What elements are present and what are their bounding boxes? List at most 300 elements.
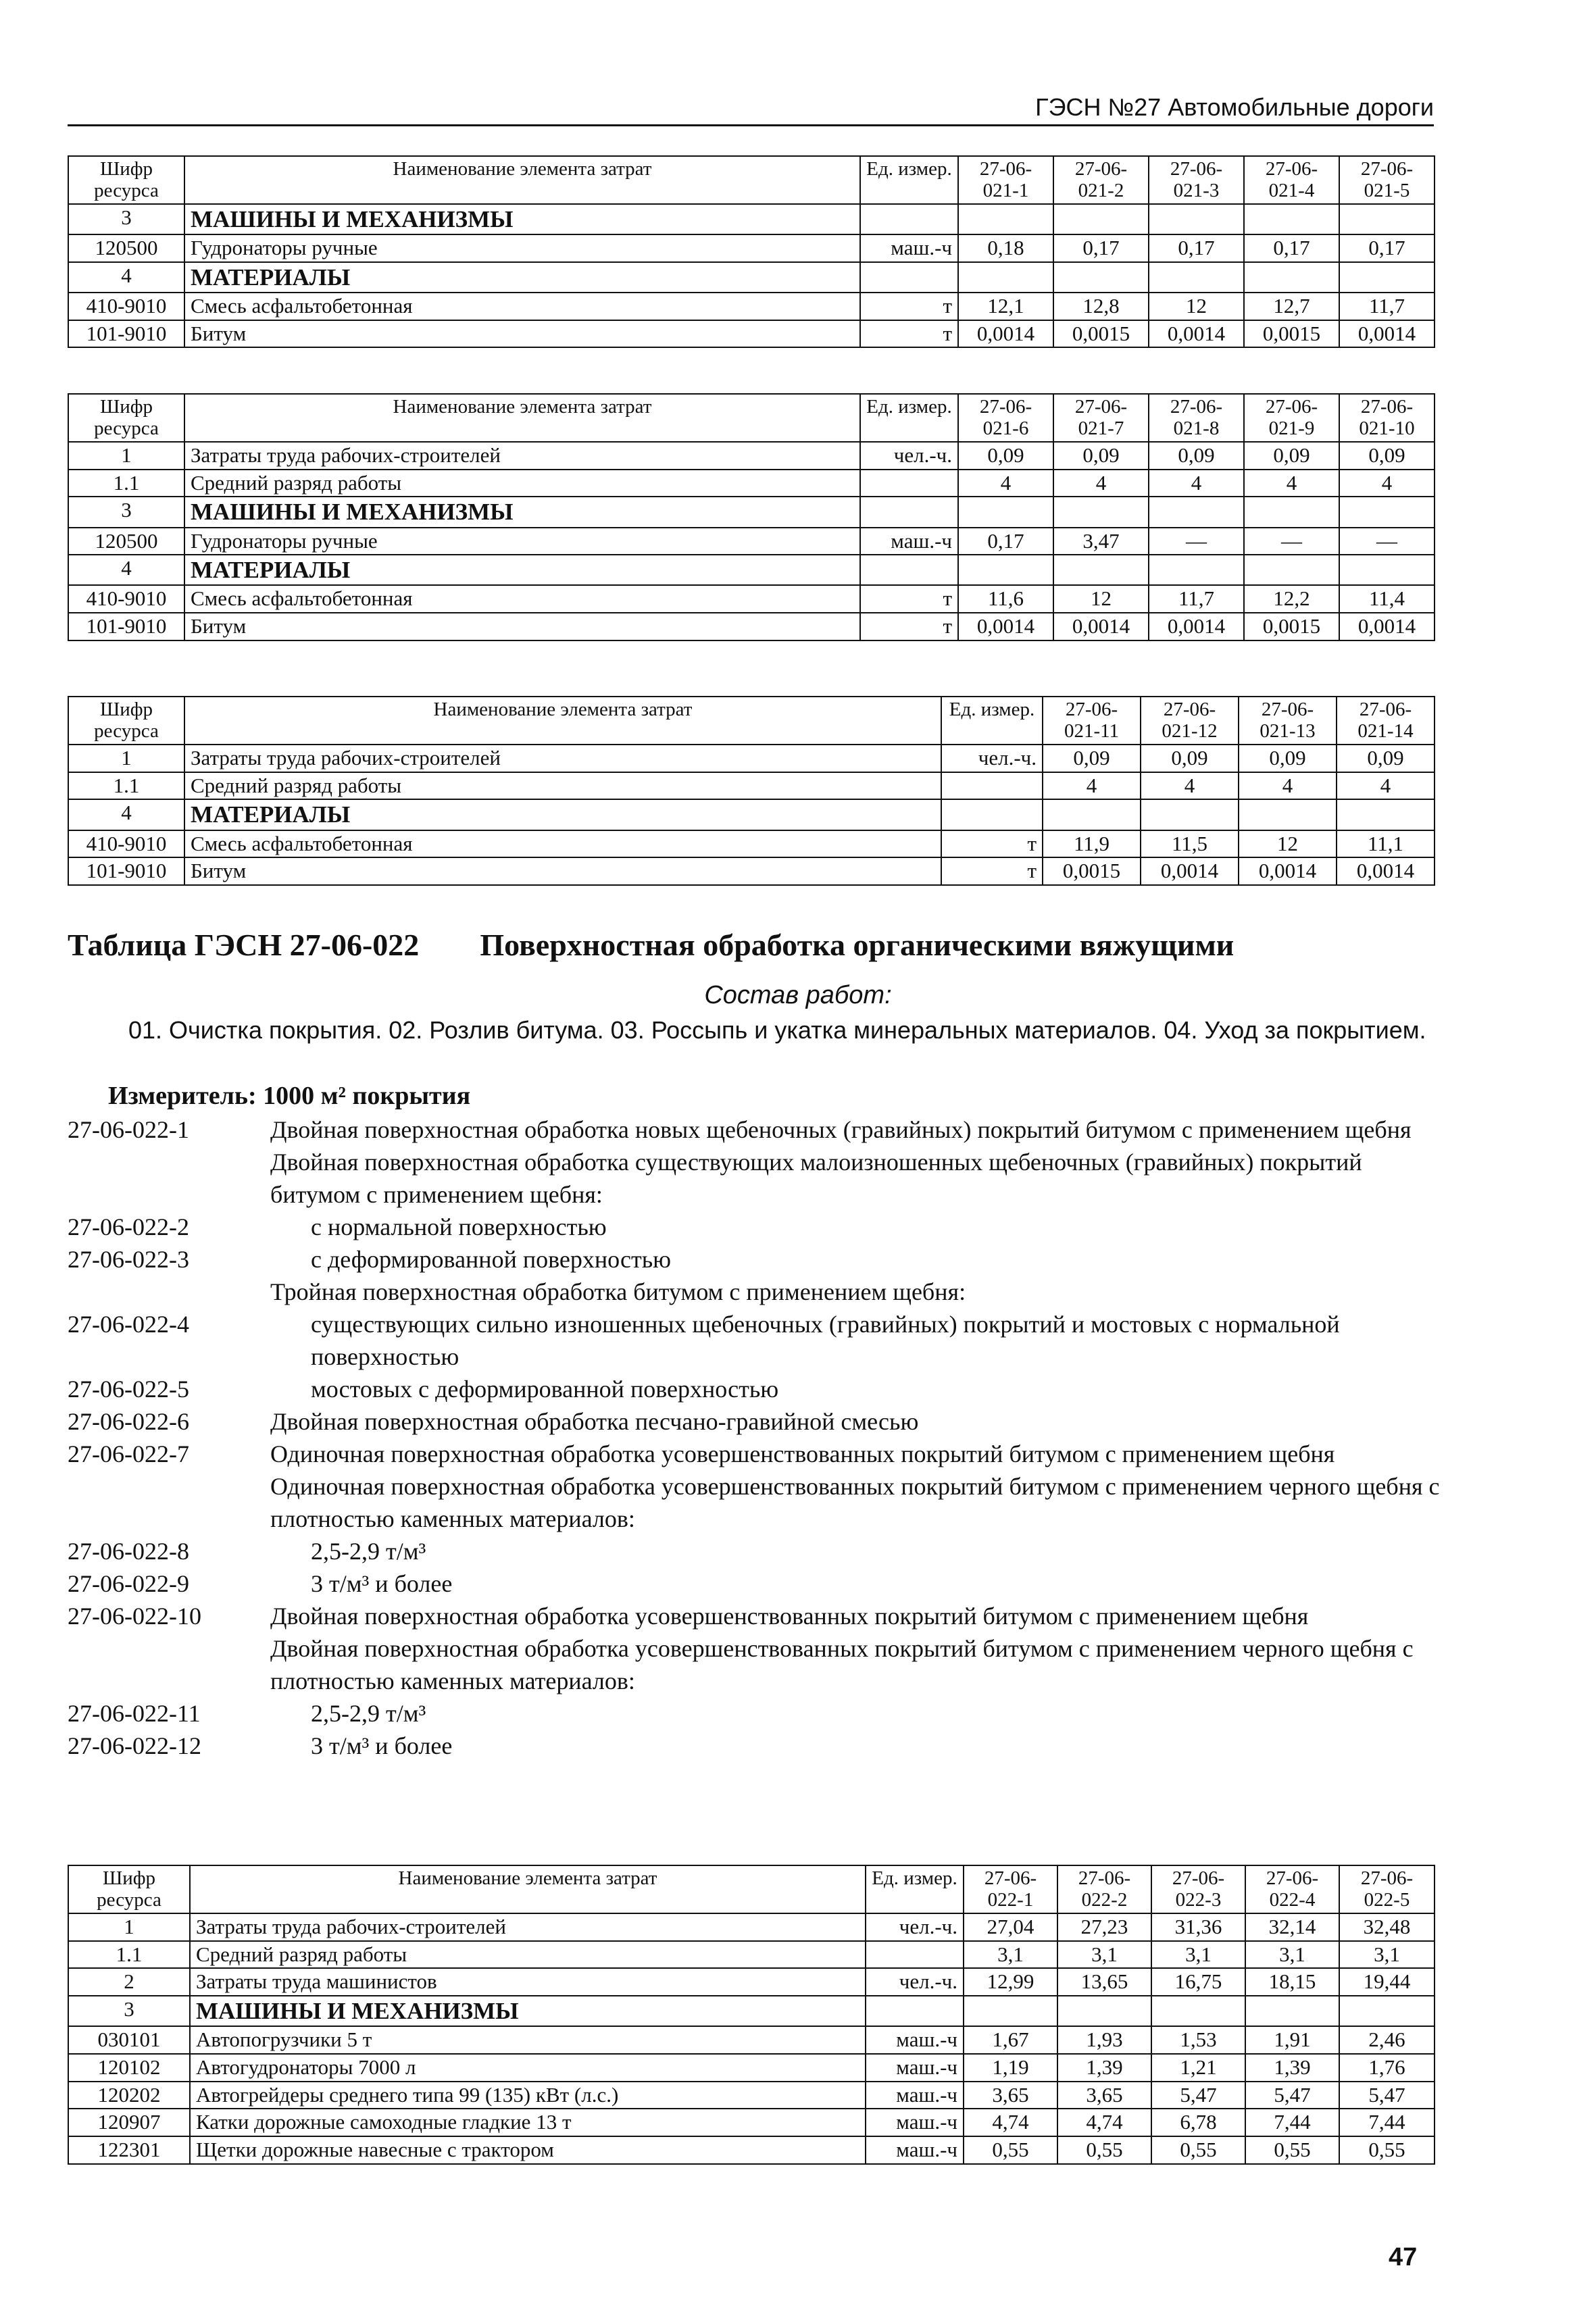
cell-name: Затраты труда рабочих-строителей <box>184 745 941 772</box>
cell-name: Катки дорожные самоходные гладкие 13 т <box>190 2109 866 2136</box>
cell-value: 1,39 <box>1245 2054 1339 2082</box>
header-norm-code: 27-06-022-4 <box>1245 1865 1339 1913</box>
cell-code: 101-9010 <box>68 320 184 348</box>
cell-value <box>1053 555 1149 585</box>
norm-list-code <box>68 1146 270 1211</box>
norm-list-description: Одиночная поверхностная обработка усовершенствованных покрытий битумом с применением щебня <box>270 1440 1335 1467</box>
header-unit: Ед. измер. <box>941 697 1043 745</box>
cell-value: 0,0014 <box>1339 320 1435 348</box>
cell-value: 6,78 <box>1151 2109 1245 2136</box>
cell-unit: маш.-ч <box>866 2054 964 2082</box>
norm-list-item <box>68 1632 1446 1697</box>
norm-list-item <box>68 1438 1446 1470</box>
cell-name: Автогудронаторы 7000 л <box>190 2054 866 2082</box>
table-row <box>68 1913 1435 1941</box>
cell-value: 0,09 <box>1149 442 1244 470</box>
table-row <box>68 2054 1435 2082</box>
cell-value: 4 <box>1337 772 1435 800</box>
measure-unit: Измеритель: 1000 м² покрытия <box>108 1082 471 1110</box>
norm-table-022-1-5 <box>68 1865 1435 2165</box>
cell-value: 0,0014 <box>1149 320 1244 348</box>
cell-value <box>1244 262 1339 293</box>
cell-value <box>1149 262 1244 293</box>
cell-value: 0,09 <box>1141 745 1239 772</box>
table-row <box>68 1996 1435 2026</box>
cell-value: 7,44 <box>1339 2109 1435 2136</box>
norm-list-code: 27-06-022-5 <box>68 1376 189 1403</box>
table-row <box>68 1968 1435 1996</box>
cell-value: 3,65 <box>964 2082 1057 2109</box>
header-norm-code: 27-06-022-3 <box>1151 1865 1245 1913</box>
cell-value: 11,4 <box>1339 585 1435 613</box>
cell-value <box>958 555 1053 585</box>
cell-code: 120500 <box>68 234 184 262</box>
cell-code: 3 <box>68 497 184 527</box>
norm-list <box>68 1113 1446 1762</box>
cell-unit: маш.-ч <box>860 528 958 555</box>
cell-value: 12 <box>1149 293 1244 320</box>
cell-value: 1,39 <box>1057 2054 1151 2082</box>
cell-value: 12 <box>1239 830 1337 858</box>
norm-list-code <box>68 1632 270 1697</box>
cell-unit: маш.-ч <box>866 2026 964 2054</box>
cell-value <box>1053 262 1149 293</box>
norm-table-021-1-5 <box>68 155 1435 348</box>
table-row <box>68 799 1435 830</box>
cell-code: 3 <box>68 204 184 234</box>
cell-value: 32,48 <box>1339 1913 1435 1941</box>
cell-name: Битум <box>184 613 860 640</box>
cell-value: 0,0014 <box>1239 857 1337 885</box>
norm-list-item <box>68 1567 1446 1600</box>
cell-value <box>1149 497 1244 527</box>
norm-list-item <box>68 1113 1446 1146</box>
cell-value: 0,0015 <box>1043 857 1141 885</box>
table-title <box>68 927 1439 963</box>
cell-value: 1,21 <box>1151 2054 1245 2082</box>
cell-name: Средний разряд работы <box>190 1941 866 1969</box>
cell-section-name: МАШИНЫ И МЕХАНИЗМЫ <box>190 1996 866 2026</box>
norm-list-item <box>68 1730 1446 1762</box>
cell-value <box>1244 497 1339 527</box>
cell-value: 3,65 <box>1057 2082 1151 2109</box>
cell-value: 3,1 <box>1057 1941 1151 1969</box>
cell-name: Смесь асфальтобетонная <box>184 585 860 613</box>
header-name: Наименование элемента затрат <box>190 1865 866 1913</box>
cell-value: 0,0014 <box>958 320 1053 348</box>
cell-value: 11,1 <box>1337 830 1435 858</box>
cell-name: Средний разряд работы <box>184 470 860 497</box>
table-title-code: Таблица ГЭСН 27-06-022 <box>68 928 420 962</box>
norm-list-description: Двойная поверхностная обработка существующих малоизношенных щебеночных (гравийных) покрытий битумом с применением щебня: <box>270 1149 1362 1208</box>
cell-name: Затраты труда рабочих-строителей <box>184 442 860 470</box>
cell-unit: т <box>860 613 958 640</box>
cell-code: 3 <box>68 1996 190 2026</box>
table-row <box>68 745 1435 772</box>
running-header: ГЭСН №27 Автомобильные дороги <box>68 93 1434 126</box>
cell-code: 122301 <box>68 2136 190 2164</box>
cell-section-name: МАТЕРИАЛЫ <box>184 555 860 585</box>
cell-value: 1,19 <box>964 2054 1057 2082</box>
cell-unit <box>860 497 958 527</box>
header-norm-code: 27-06-021-14 <box>1337 697 1435 745</box>
cell-unit: маш.-ч <box>866 2109 964 2136</box>
norm-list-item <box>68 1470 1446 1535</box>
cell-value: 1,67 <box>964 2026 1057 2054</box>
cell-code: 1 <box>68 745 184 772</box>
cell-value: 0,0015 <box>1053 320 1149 348</box>
header-norm-code: 27-06-021-10 <box>1339 394 1435 442</box>
cell-name: Щетки дорожные навесные с трактором <box>190 2136 866 2164</box>
header-norm-code: 27-06-021-1 <box>958 156 1053 204</box>
cell-code: 4 <box>68 799 184 830</box>
norm-list-description: Двойная поверхностная обработка усовершенствованных покрытий битумом с применением щебня <box>270 1603 1309 1630</box>
cell-unit <box>860 555 958 585</box>
cell-code: 1.1 <box>68 772 184 800</box>
cell-value <box>1151 1996 1245 2026</box>
cell-unit: чел.-ч. <box>941 745 1043 772</box>
cell-unit: маш.-ч <box>866 2136 964 2164</box>
cell-value: 2,46 <box>1339 2026 1435 2054</box>
header-norm-code: 27-06-021-12 <box>1141 697 1239 745</box>
cell-code: 4 <box>68 262 184 293</box>
cell-value <box>1244 555 1339 585</box>
header-norm-code: 27-06-021-4 <box>1244 156 1339 204</box>
cell-name: Средний разряд работы <box>184 772 941 800</box>
cell-value <box>1053 497 1149 527</box>
cell-section-name: МАШИНЫ И МЕХАНИЗМЫ <box>184 204 860 234</box>
table-row <box>68 1941 1435 1969</box>
cell-value: 0,55 <box>1057 2136 1151 2164</box>
header-unit: Ед. измер. <box>866 1865 964 1913</box>
cell-value: 0,17 <box>1244 234 1339 262</box>
cell-name: Затраты труда машинистов <box>190 1968 866 1996</box>
cell-value: 27,23 <box>1057 1913 1151 1941</box>
cell-value: 11,7 <box>1339 293 1435 320</box>
norm-list-description: Тройная поверхностная обработка битумом с применением щебня: <box>270 1278 966 1305</box>
cell-code: 101-9010 <box>68 857 184 885</box>
cell-value: 3,1 <box>964 1941 1057 1969</box>
cell-name: Автопогрузчики 5 т <box>190 2026 866 2054</box>
cell-value <box>1339 204 1435 234</box>
cell-value: — <box>1149 528 1244 555</box>
table-header-row <box>68 697 1435 745</box>
cell-value: 0,09 <box>958 442 1053 470</box>
cell-value: 0,0015 <box>1244 320 1339 348</box>
cell-value: 4 <box>1053 470 1149 497</box>
cell-value: 13,65 <box>1057 1968 1151 1996</box>
cell-code: 410-9010 <box>68 585 184 613</box>
cell-unit: т <box>941 857 1043 885</box>
cell-unit: т <box>860 585 958 613</box>
norm-list-item <box>68 1211 1446 1243</box>
cell-unit <box>860 470 958 497</box>
cell-unit <box>941 799 1043 830</box>
norm-list-code: 27-06-022-3 <box>68 1246 189 1273</box>
norm-list-code: 27-06-022-12 <box>68 1732 201 1759</box>
cell-value: 0,0014 <box>1053 613 1149 640</box>
header-unit: Ед. измер. <box>860 156 958 204</box>
cell-section-name: МАТЕРИАЛЫ <box>184 799 941 830</box>
cell-code: 1.1 <box>68 470 184 497</box>
cell-value <box>958 497 1053 527</box>
cell-value <box>1043 799 1141 830</box>
cell-value: 1,91 <box>1245 2026 1339 2054</box>
cell-value <box>1339 262 1435 293</box>
cell-name: Смесь асфальтобетонная <box>184 293 860 320</box>
cell-value <box>1339 555 1435 585</box>
cell-value: 11,6 <box>958 585 1053 613</box>
work-composition-heading: Состав работ: <box>704 981 892 1009</box>
norm-list-description: существующих сильно изношенных щебеночных (гравийных) покрытий и мостовых с нормальной поверхностью <box>311 1311 1340 1370</box>
table-row <box>68 442 1435 470</box>
cell-value: 1,93 <box>1057 2026 1151 2054</box>
header-name: Наименование элемента затрат <box>184 697 941 745</box>
cell-unit: чел.-ч. <box>866 1968 964 1996</box>
cell-code: 410-9010 <box>68 293 184 320</box>
header-code: Шифр ресурса <box>68 156 184 204</box>
cell-value <box>1337 799 1435 830</box>
cell-unit: т <box>860 320 958 348</box>
header-norm-code: 27-06-022-5 <box>1339 1865 1435 1913</box>
cell-name: Битум <box>184 320 860 348</box>
cell-value: 5,47 <box>1339 2082 1435 2109</box>
cell-value <box>1239 799 1337 830</box>
cell-value: 4,74 <box>1057 2109 1151 2136</box>
norm-list-item <box>68 1146 1446 1211</box>
table-row <box>68 262 1435 293</box>
norm-list-code: 27-06-022-4 <box>68 1311 189 1338</box>
cell-value: 0,55 <box>1151 2136 1245 2164</box>
norm-list-description: 2,5-2,9 т/м³ <box>311 1700 426 1727</box>
cell-name: Гудронаторы ручные <box>184 528 860 555</box>
table-header-row <box>68 1865 1435 1913</box>
header-norm-code: 27-06-021-6 <box>958 394 1053 442</box>
norm-list-code: 27-06-022-9 <box>68 1570 189 1597</box>
cell-value: 3,1 <box>1245 1941 1339 1969</box>
norm-list-item <box>68 1276 1446 1308</box>
cell-value: 18,15 <box>1245 1968 1339 1996</box>
cell-unit: маш.-ч <box>860 234 958 262</box>
cell-unit: т <box>941 830 1043 858</box>
cell-value: 1,53 <box>1151 2026 1245 2054</box>
cell-value: 1,76 <box>1339 2054 1435 2082</box>
cell-value: 12 <box>1053 585 1149 613</box>
table-row <box>68 2109 1435 2136</box>
header-code: Шифр ресурса <box>68 1865 190 1913</box>
cell-value: 0,09 <box>1337 745 1435 772</box>
cell-unit <box>860 204 958 234</box>
header-unit: Ед. измер. <box>860 394 958 442</box>
header-code: Шифр ресурса <box>68 394 184 442</box>
cell-value: 16,75 <box>1151 1968 1245 1996</box>
cell-section-name: МАШИНЫ И МЕХАНИЗМЫ <box>184 497 860 527</box>
cell-code: 410-9010 <box>68 830 184 858</box>
cell-value: 0,17 <box>1149 234 1244 262</box>
header-norm-code: 27-06-021-9 <box>1244 394 1339 442</box>
cell-value: 4 <box>1043 772 1141 800</box>
norm-list-code: 27-06-022-7 <box>68 1440 189 1467</box>
table-row <box>68 772 1435 800</box>
norm-list-code: 27-06-022-1 <box>68 1116 189 1143</box>
cell-code: 120202 <box>68 2082 190 2109</box>
cell-value: 4 <box>1149 470 1244 497</box>
cell-value: 0,55 <box>1339 2136 1435 2164</box>
cell-value: 4 <box>1339 470 1435 497</box>
table-row <box>68 2136 1435 2164</box>
norm-list-description: 2,5-2,9 т/м³ <box>311 1538 426 1565</box>
cell-value: 0,55 <box>1245 2136 1339 2164</box>
header-norm-code: 27-06-021-5 <box>1339 156 1435 204</box>
norm-list-description: 3 т/м³ и более <box>311 1732 453 1759</box>
cell-value: 0,09 <box>1339 442 1435 470</box>
cell-name: Битум <box>184 857 941 885</box>
cell-value: 27,04 <box>964 1913 1057 1941</box>
cell-value: — <box>1244 528 1339 555</box>
cell-value: 19,44 <box>1339 1968 1435 1996</box>
cell-value <box>1244 204 1339 234</box>
table-row <box>68 320 1435 348</box>
norm-list-code: 27-06-022-2 <box>68 1213 189 1240</box>
cell-code: 120102 <box>68 2054 190 2082</box>
cell-unit: маш.-ч <box>866 2082 964 2109</box>
cell-value <box>1057 1996 1151 2026</box>
cell-unit <box>941 772 1043 800</box>
cell-value: 5,47 <box>1151 2082 1245 2109</box>
cell-section-name: МАТЕРИАЛЫ <box>184 262 860 293</box>
norm-list-description: с нормальной поверхностью <box>311 1213 607 1240</box>
cell-value: 4,74 <box>964 2109 1057 2136</box>
cell-value: 4 <box>1244 470 1339 497</box>
cell-value: 32,14 <box>1245 1913 1339 1941</box>
cell-name: Автогрейдеры среднего типа 99 (135) кВт (л.с.) <box>190 2082 866 2109</box>
cell-value <box>958 204 1053 234</box>
cell-value: 12,7 <box>1244 293 1339 320</box>
cell-value: 0,55 <box>964 2136 1057 2164</box>
cell-value <box>958 262 1053 293</box>
table-row <box>68 2082 1435 2109</box>
cell-value: 0,17 <box>1339 234 1435 262</box>
header-name: Наименование элемента затрат <box>184 394 860 442</box>
table-row <box>68 204 1435 234</box>
cell-value: 7,44 <box>1245 2109 1339 2136</box>
header-norm-code: 27-06-022-2 <box>1057 1865 1151 1913</box>
cell-value: 0,09 <box>1239 745 1337 772</box>
norm-list-description: Двойная поверхностная обработка усовершенствованных покрытий битумом с применением черного щебня с плотностью каменных материалов: <box>270 1635 1414 1694</box>
norm-list-item <box>68 1405 1446 1438</box>
cell-name: Смесь асфальтобетонная <box>184 830 941 858</box>
table-row <box>68 528 1435 555</box>
cell-value <box>1339 497 1435 527</box>
cell-code: 030101 <box>68 2026 190 2054</box>
norm-list-item <box>68 1600 1446 1632</box>
cell-value: 12,2 <box>1244 585 1339 613</box>
norm-list-description: с деформированной поверхностью <box>311 1246 672 1273</box>
norm-list-code: 27-06-022-10 <box>68 1603 201 1630</box>
cell-value: 11,5 <box>1141 830 1239 858</box>
cell-value <box>1149 204 1244 234</box>
cell-value: 0,09 <box>1053 442 1149 470</box>
norm-list-code: 27-06-022-8 <box>68 1538 189 1565</box>
table-title-name: Поверхностная обработка органическими вяжущими <box>480 928 1235 962</box>
table-row <box>68 555 1435 585</box>
cell-unit <box>866 1996 964 2026</box>
cell-value: 12,99 <box>964 1968 1057 1996</box>
table-row <box>68 293 1435 320</box>
table-row <box>68 234 1435 262</box>
cell-value: 0,09 <box>1244 442 1339 470</box>
cell-unit <box>866 1941 964 1969</box>
cell-value: 0,0014 <box>1337 857 1435 885</box>
norm-list-item <box>68 1373 1446 1405</box>
cell-code: 101-9010 <box>68 613 184 640</box>
cell-code: 120907 <box>68 2109 190 2136</box>
cell-value <box>1149 555 1244 585</box>
cell-value: 11,9 <box>1043 830 1141 858</box>
table-row <box>68 497 1435 527</box>
cell-unit <box>860 262 958 293</box>
cell-value <box>1245 1996 1339 2026</box>
cell-value: 5,47 <box>1245 2082 1339 2109</box>
cell-value: 4 <box>958 470 1053 497</box>
table-header-row <box>68 394 1435 442</box>
table-row <box>68 830 1435 858</box>
norm-list-code <box>68 1276 270 1308</box>
norm-list-item <box>68 1535 1446 1567</box>
cell-value: 0,09 <box>1043 745 1141 772</box>
cell-value: 31,36 <box>1151 1913 1245 1941</box>
norm-list-item <box>68 1243 1446 1276</box>
table-row <box>68 470 1435 497</box>
header-code: Шифр ресурса <box>68 697 184 745</box>
norm-list-description: Двойная поверхностная обработка новых щебеночных (гравийных) покрытий битумом с применением щебня <box>270 1116 1412 1143</box>
cell-value <box>1053 204 1149 234</box>
header-norm-code: 27-06-021-7 <box>1053 394 1149 442</box>
norm-list-description: Одиночная поверхностная обработка усовершенствованных покрытий битумом с применением черного щебня с плотностью каменных материалов: <box>270 1473 1440 1532</box>
norm-list-description: Двойная поверхностная обработка песчано-гравийной смесью <box>270 1408 919 1435</box>
cell-value: — <box>1339 528 1435 555</box>
norm-table-021-11-14 <box>68 696 1435 886</box>
norm-list-code: 27-06-022-11 <box>68 1700 201 1727</box>
cell-unit: чел.-ч. <box>860 442 958 470</box>
norm-list-code: 27-06-022-6 <box>68 1408 189 1435</box>
cell-unit: чел.-ч. <box>866 1913 964 1941</box>
header-norm-code: 27-06-021-2 <box>1053 156 1149 204</box>
cell-value: 0,17 <box>958 528 1053 555</box>
cell-value <box>1339 1996 1435 2026</box>
cell-code: 4 <box>68 555 184 585</box>
cell-value: 0,0014 <box>1149 613 1244 640</box>
cell-value: 3,1 <box>1339 1941 1435 1969</box>
table-row <box>68 613 1435 640</box>
header-norm-code: 27-06-022-1 <box>964 1865 1057 1913</box>
cell-code: 1 <box>68 442 184 470</box>
cell-value <box>1141 799 1239 830</box>
cell-value: 3,1 <box>1151 1941 1245 1969</box>
cell-value: 12,1 <box>958 293 1053 320</box>
cell-value: 4 <box>1239 772 1337 800</box>
cell-name: Гудронаторы ручные <box>184 234 860 262</box>
table-row <box>68 857 1435 885</box>
header-norm-code: 27-06-021-13 <box>1239 697 1337 745</box>
cell-value: 4 <box>1141 772 1239 800</box>
cell-value: 11,7 <box>1149 585 1244 613</box>
cell-name: Затраты труда рабочих-строителей <box>190 1913 866 1941</box>
table-header-row <box>68 156 1435 204</box>
page-number: 47 <box>1389 2243 1418 2271</box>
header-norm-code: 27-06-021-8 <box>1149 394 1244 442</box>
norm-list-item <box>68 1697 1446 1730</box>
